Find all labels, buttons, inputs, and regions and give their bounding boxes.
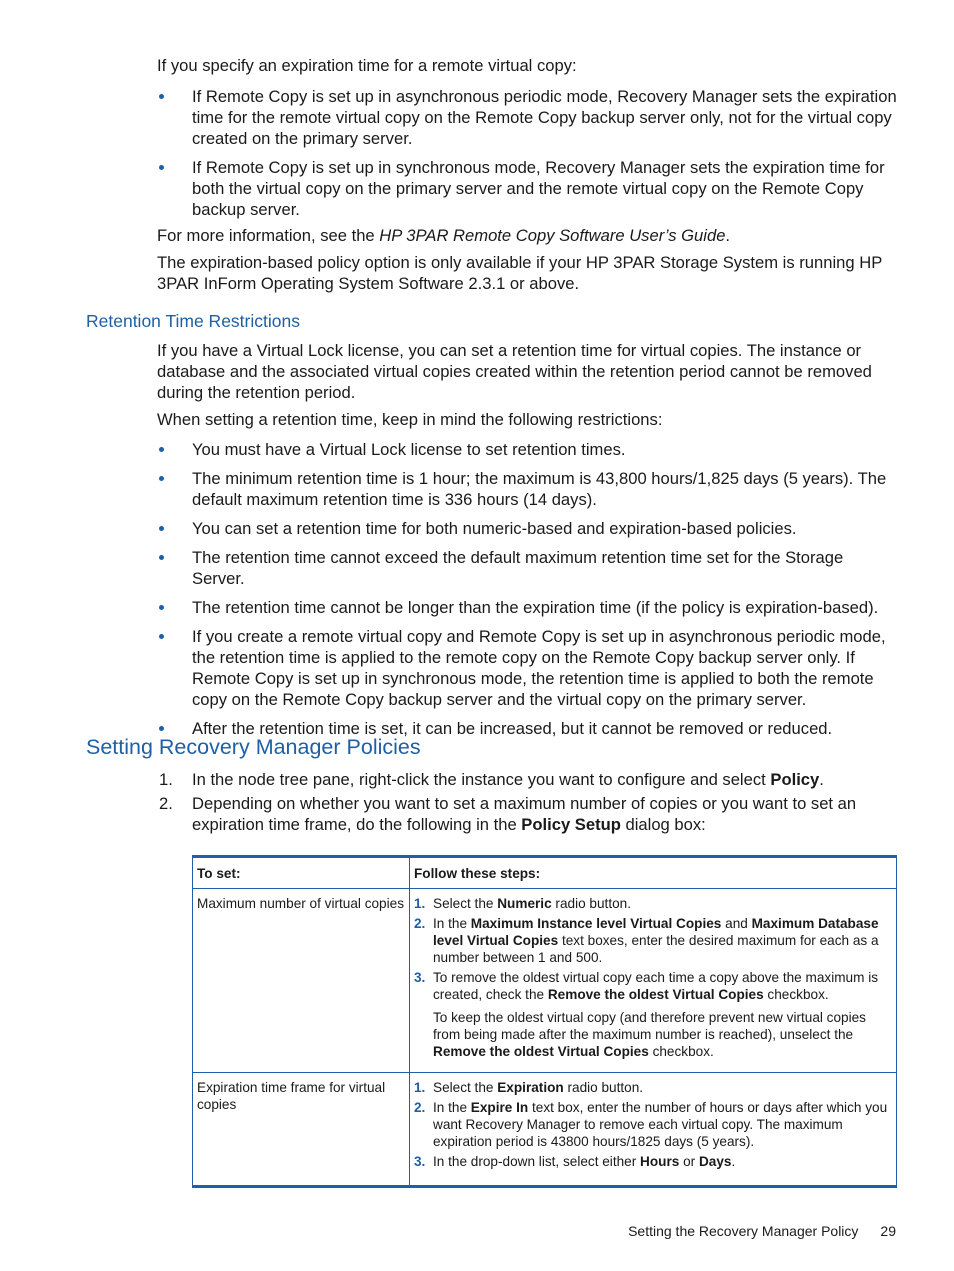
table-row [193, 889, 897, 1073]
table-header-row [193, 857, 897, 889]
list-item: 3. To remove the oldest virtual copy each time a copy above the maximum is created, check the Remove the oldest Virtual Copies checkbox. [414, 970, 879, 1002]
intro-text: If you specify an expiration time for a remote virtual copy: [157, 56, 577, 75]
page-number: 29 [880, 1223, 896, 1239]
list-item: 1. In the node tree pane, right-click the instance you want to configure and select Policy. [159, 770, 824, 789]
retention-bullet-list [157, 439, 899, 747]
table-header-cell: To set: [193, 857, 410, 889]
availability-text: The expiration-based policy option is only available if your HP 3PAR Storage System is running HP 3PAR InForm Operating System Software 2.3.1 or above. [157, 253, 882, 293]
list-item: The retention time cannot exceed the default maximum retention time set for the Storage Server. [157, 547, 899, 589]
list-item: If you create a remote virtual copy and Remote Copy is set up in asynchronous periodic mode, the retention time is applied to the remote copy on the Remote Copy backup server only. If Remote Copy is set up in synchronous mode, the retention time is applied to both the remote copy on the Remote Copy backup server and the virtual copy on the primary server. [157, 626, 899, 710]
list-item: 2. In the Expire In text box, enter the number of hours or days after which you want Recovery Manager to remove each virtual copy. The maximum expiration period is 43800 hours/1825 days (5 years). [414, 1100, 888, 1149]
list-item: 1. Select the Expiration radio button. [414, 1080, 644, 1095]
list-item: The retention time cannot be longer than the expiration time (if the policy is expiration-based). [157, 597, 899, 618]
table-header-cell: Follow these steps: [410, 857, 897, 889]
table-row [193, 1073, 897, 1187]
list-item: You must have a Virtual Lock license to set retention times. [157, 439, 899, 460]
table-cell: Expiration time frame for virtual copies [193, 1073, 410, 1187]
section-heading-retention: Retention Time Restrictions [86, 311, 300, 331]
table-cell [410, 889, 897, 1073]
section-heading-policies: Setting Recovery Manager Policies [86, 735, 421, 759]
policy-table [192, 855, 897, 1188]
more-info-text: For more information, see the HP 3PAR Remote Copy Software User’s Guide. [157, 226, 731, 245]
list-item: 2. Depending on whether you want to set a maximum number of copies or you want to set an expiration time frame, do the following in the Policy Setup dialog box: [159, 794, 857, 834]
page-footer [628, 1223, 896, 1239]
retention-paragraph: If you have a Virtual Lock license, you can set a retention time for virtual copies. The instance or database and the associated virtual copies created within the retention period cannot be removed during the retention period. [157, 341, 872, 402]
list-item: After the retention time is set, it can be increased, but it cannot be removed or reduced. [157, 718, 899, 739]
list-item: You can set a retention time for both numeric-based and expiration-based policies. [157, 518, 899, 539]
list-item: If Remote Copy is set up in asynchronous periodic mode, Recovery Manager sets the expiration time for the remote virtual copy on the Remote Copy backup server only, not for the virtual copy created on the primary server. [157, 86, 899, 149]
policy-steps [157, 769, 899, 838]
list-item: 2. In the Maximum Instance level Virtual Copies and Maximum Database level Virtual Copies text boxes, enter the desired maximum for each as a number between 1 and 500. [414, 916, 879, 965]
expiration-bullet-list [157, 86, 899, 228]
table-note: To keep the oldest virtual copy (and therefore prevent new virtual copies from being made after the maximum number is reached), unselect the Remove the oldest Virtual Copies checkbox. [433, 1010, 866, 1059]
footer-title: Setting the Recovery Manager Policy [628, 1223, 859, 1239]
retention-intro: When setting a retention time, keep in mind the following restrictions: [157, 410, 663, 429]
list-item: 3. In the drop-down list, select either Hours or Days. [414, 1154, 736, 1169]
list-item: If Remote Copy is set up in synchronous mode, Recovery Manager sets the expiration time for both the virtual copy on the primary server and the remote virtual copy on the Remote Copy backup server. [157, 157, 899, 220]
guide-title: HP 3PAR Remote Copy Software User’s Guide [379, 226, 726, 245]
list-item: The minimum retention time is 1 hour; the maximum is 43,800 hours/1,825 days (5 years). The default maximum retention time is 336 hours (14 days). [157, 468, 899, 510]
list-item: 1. Select the Numeric radio button. [414, 896, 631, 911]
table-cell: Maximum number of virtual copies [193, 889, 410, 1073]
table-cell [410, 1073, 897, 1187]
